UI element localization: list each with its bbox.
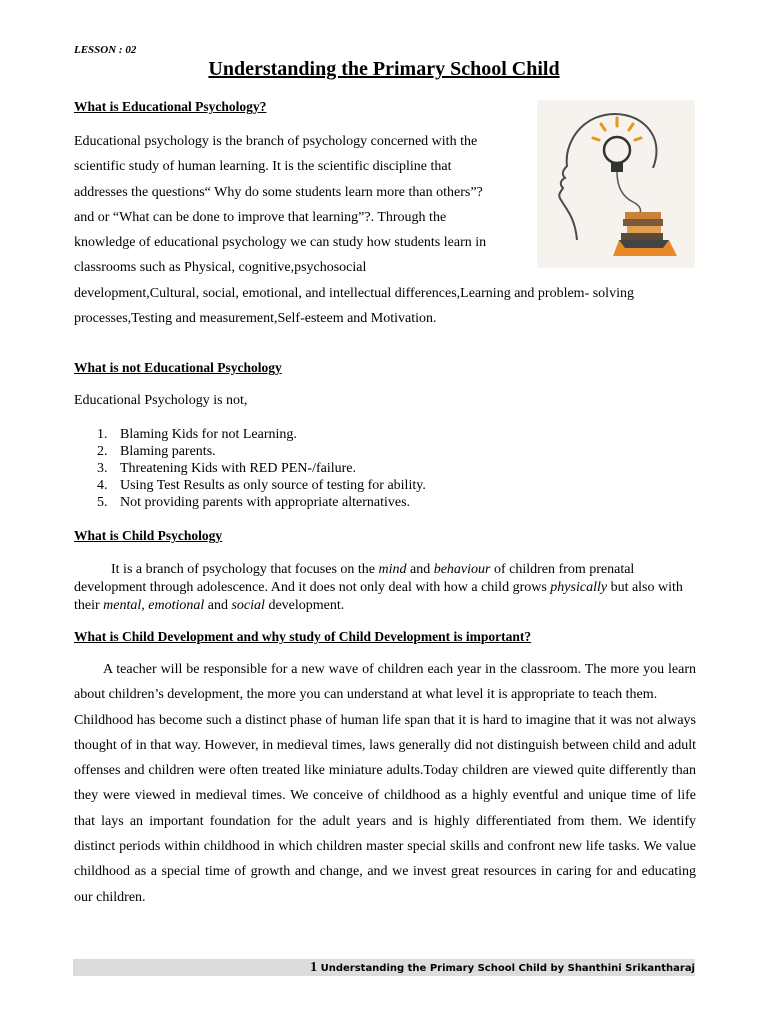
list-item: 4. Using Test Results as only source of testing for ability. <box>97 478 426 493</box>
list-item: 1. Blaming Kids for not Learning. <box>97 427 297 442</box>
educational-psychology-paragraph-cont <box>74 281 696 332</box>
list-item: 2. Blaming parents. <box>97 444 216 459</box>
educational-psychology-paragraph <box>74 129 534 281</box>
page-title: Understanding the Primary School Child <box>208 58 560 80</box>
not-educational-intro: Educational Psychology is not, <box>74 393 248 408</box>
list-item: 3. Threatening Kids with RED PEN-/failure. <box>97 461 357 476</box>
paragraph-line: addresses the questions“ Why do some students learn more than others”? <box>74 184 483 200</box>
heading-not-educational-psychology: What is not Educational Psychology <box>74 360 282 375</box>
heading-child-development: What is Child Development and why study of Child Development is important? <box>74 629 532 644</box>
child-development-paragraph-2: Childhood has become such a distinct phase of human life span that it is hard to imagine that it was not always thought of in that way. However, in medieval times, laws generally did not distinguish between child and adult offenses and children were often treated like miniature adults.Today children are viewed quite differently than they were viewed in medieval times. We conceive of childhood as a highly eventful and unique time of life that lays an important foundation for the adult years and is highly differentiated from them. We identify distinct periods within childhood in which children master special skills and confront new life tasks. We value childhood as a special time of growth and change, and we invest great resources in caring for and educating our children. <box>74 712 696 905</box>
illustration-svg <box>537 100 695 268</box>
footer-text: Understanding the Primary School Child by Shanthini Srikantharaj <box>320 963 695 974</box>
head-lightbulb-books-illustration <box>537 100 695 268</box>
child-development-body <box>74 657 696 910</box>
paragraph-line: classrooms such as Physical, cognitive,psychosocial <box>74 260 367 276</box>
lesson-label: LESSON : 02 <box>74 44 137 56</box>
child-psychology-paragraph: It is a branch of psychology that focuses on the mind and behaviour of children from prenatal development through adolescence. And it does not only deal with how a child grows physically but also with their mental, emotional and social development. <box>74 562 683 613</box>
paragraph-line: processes,Testing and measurement,Self-esteem and Motivation. <box>74 311 437 327</box>
paragraph-line: development,Cultural, social, emotional, and intellectual differences,Learning and problem- solving <box>74 286 634 301</box>
heading-educational-psychology: What is Educational Psychology? <box>74 99 267 114</box>
not-educational-list <box>74 426 694 511</box>
page-footer <box>73 959 695 976</box>
child-development-paragraph-1: A teacher will be responsible for a new wave of children each year in the classroom. The more you learn about children’s development, the more you can understand at what level it is appropriate to teach them. <box>74 662 696 703</box>
paragraph-line: knowledge of educational psychology we can study how students learn in <box>74 235 487 251</box>
paragraph-line: and or “What can be done to improve that learning”?. Through the <box>74 209 447 225</box>
paragraph-line: scientific study of human learning. It is the scientific discipline that <box>74 159 452 175</box>
heading-child-psychology: What is Child Psychology <box>74 528 223 543</box>
paragraph-line: Educational psychology is the branch of psychology concerned with the <box>74 134 478 149</box>
page-number: 1 <box>310 960 318 975</box>
list-item: 5. Not providing parents with appropriate alternatives. <box>97 495 411 510</box>
